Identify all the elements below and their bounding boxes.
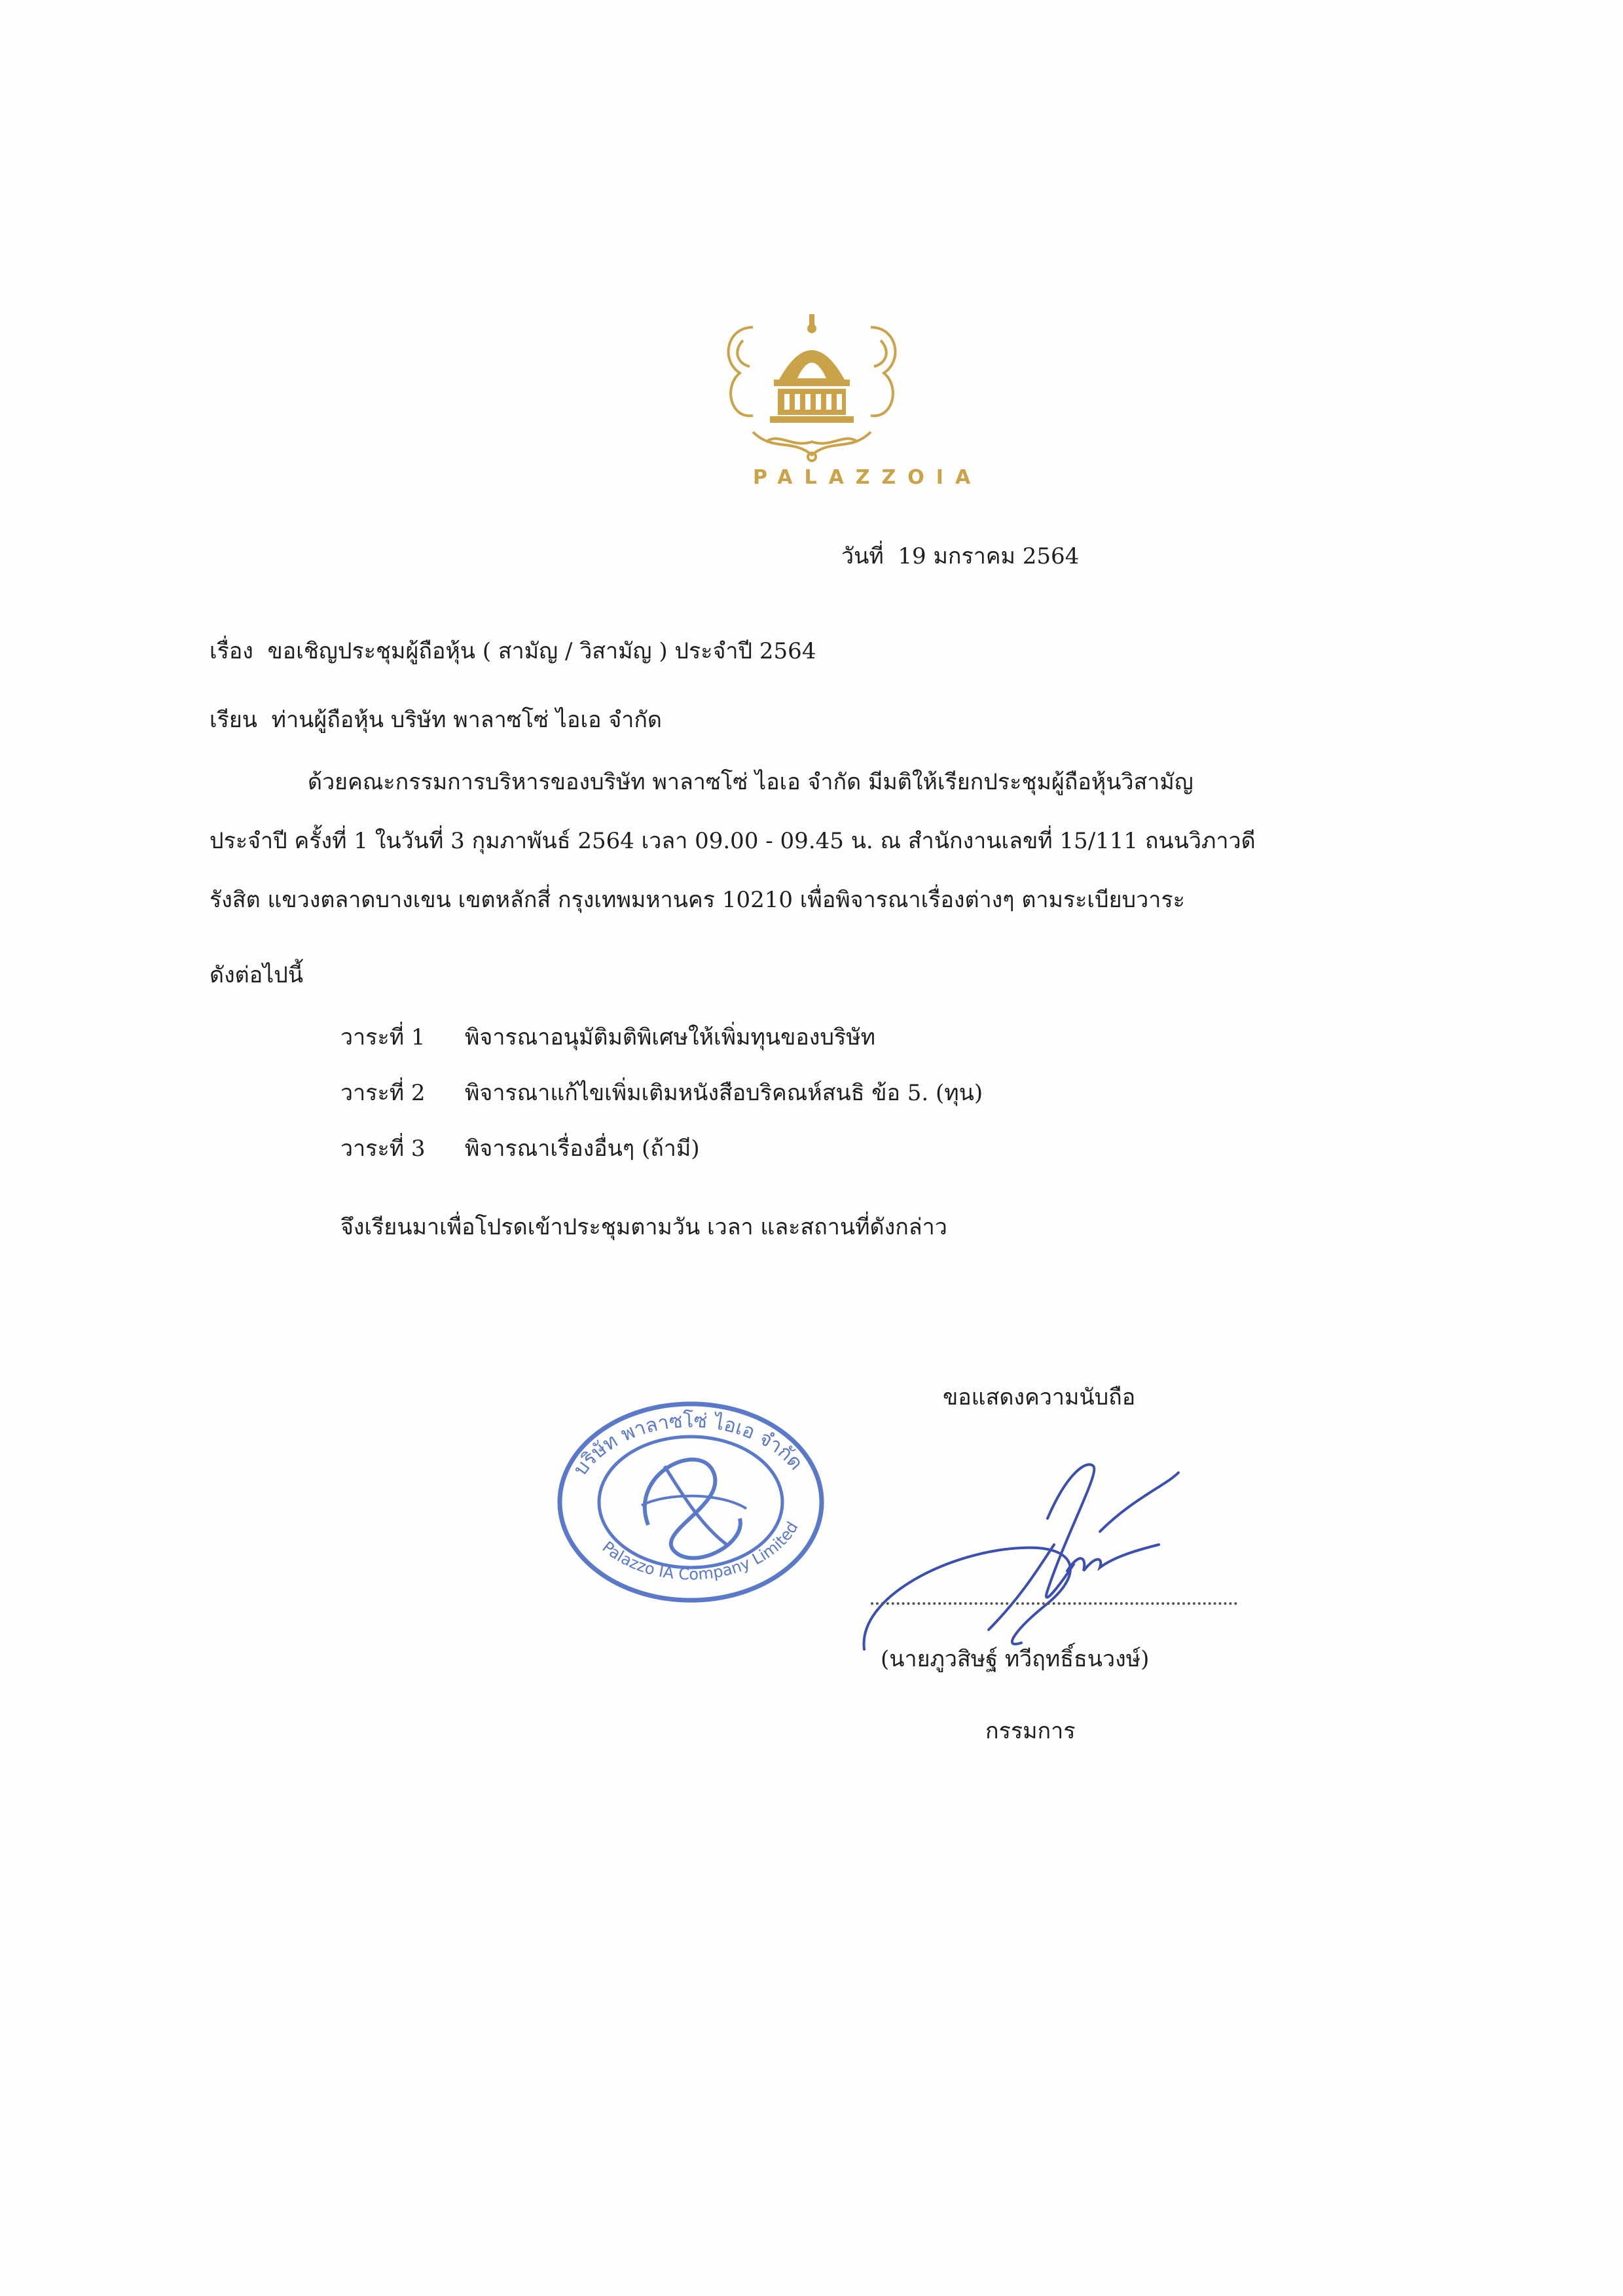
svg-text:Palazzo IA Company Limited [598,1518,801,1583]
stamp-thai-text: บริษัท พาลาซโซ่ ไอเอ จำกัด [568,1409,808,1480]
subject-text: ขอเชิญประชุมผู้ถือหุ้น ( สามัญ / วิสามัญ ) ประจำปี 2564 [267,638,816,664]
handwritten-signature [851,1433,1218,1682]
agenda-number: วาระที่ 3 [340,1136,426,1162]
agenda-text: พิจารณาเรื่องอื่นๆ (ถ้ามี) [465,1136,700,1162]
recipient-label: เรียน [210,707,258,733]
regards-line: ขอแสดงความนับถือ [943,1384,1136,1410]
agenda-number: วาระที่ 2 [340,1080,426,1106]
agenda-item [340,1024,875,1050]
signer-name: (นายภูวสิษฐ์ ทวีฤทธิ์ธนวงษ์) [881,1646,1150,1672]
subject-label: เรื่อง [210,638,253,664]
date-value: 19 มกราคม 2564 [898,543,1080,569]
agenda-item [340,1080,983,1106]
company-stamp [550,1394,831,1610]
date-label: วันที่ [841,543,884,569]
signer-title: กรรมการ [985,1718,1076,1744]
body-line-1: ด้วยคณะกรรมการบริหารของบริษัท พาลาซโซ่ ไอเอ จำกัด มีมติให้เรียกประชุมผู้ถือหุ้นวิสามัญ [308,769,1194,795]
recipient-text: ท่านผู้ถือหุ้น บริษัท พาลาซโซ่ ไอเอ จำกัด [271,707,662,733]
letter-date [841,543,1079,569]
palazzo-dome-logo [714,301,910,465]
signature-line [871,1602,1237,1605]
agenda-item [340,1136,700,1162]
body-line-3: รังสิต แขวงตลาดบางเขน เขตหลักสี่ กรุงเทพมหานคร 10210 เพื่อพิจารณาเรื่องต่างๆ ตามระเบียบวาระ [210,887,1185,913]
agenda-number: วาระที่ 1 [340,1024,426,1050]
stamp-english-text: Palazzo IA Company Limited [598,1518,802,1584]
agenda-text: พิจารณาแก้ไขเพิ่มเติมหนังสือบริคณห์สนธิ ข้อ 5. (ทุน) [465,1080,983,1106]
closing-line: จึงเรียนมาเพื่อโปรดเข้าประชุมตามวัน เวลา และสถานที่ดังกล่าว [340,1214,947,1240]
agenda-text: พิจารณาอนุมัติมติพิเศษให้เพิ่มทุนของบริษัท [465,1024,876,1050]
subject-line [210,638,816,664]
recipient-line [210,707,662,733]
body-line-4: ดังต่อไปนี้ [210,962,304,988]
body-line-2: ประจำปี ครั้งที่ 1 ในวันที่ 3 กุมภาพันธ์ 2564 เวลา 09.00 - 09.45 น. ณ สำนักงานเลขที่ 15/111 ถนนวิภาวดี [210,828,1256,854]
brand-name: PALAZZOIA [753,466,983,489]
